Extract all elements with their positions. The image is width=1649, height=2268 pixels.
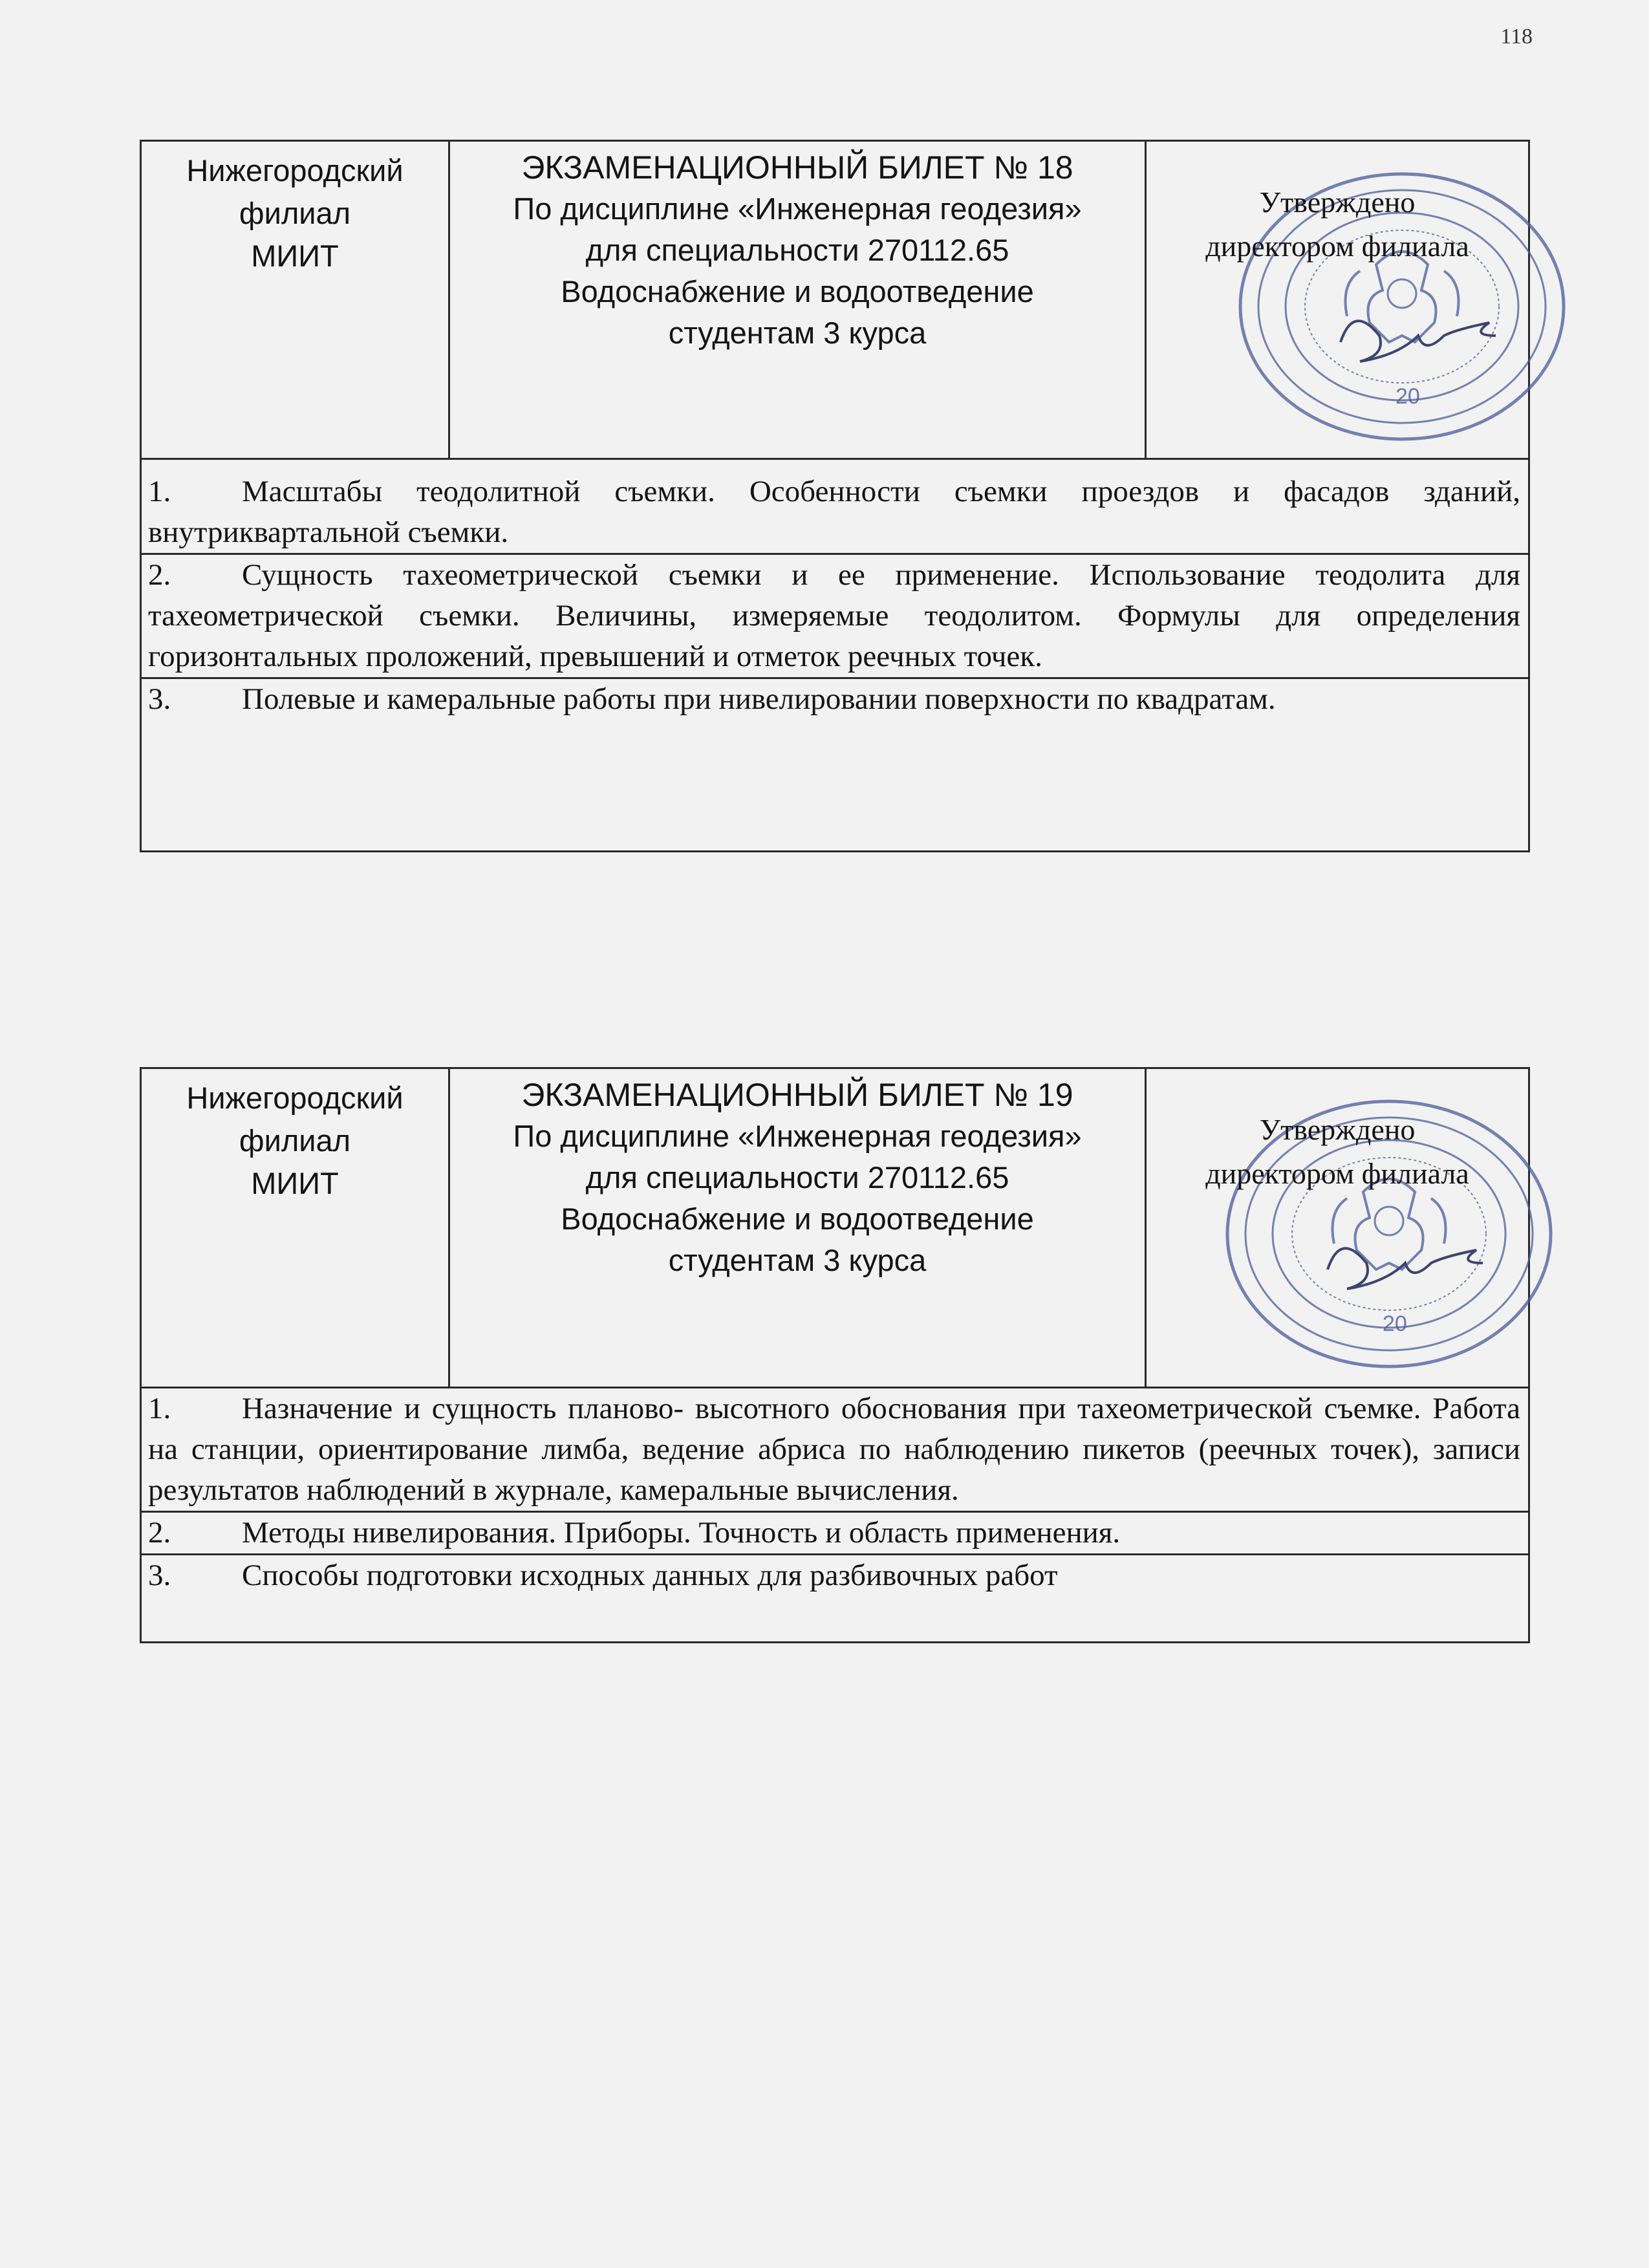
students: студентам 3 курса xyxy=(668,316,927,350)
org-cell xyxy=(142,1069,450,1387)
question-number: 1. xyxy=(148,1392,171,1425)
ticket-title: ЭКЗАМЕНАЦИОННЫЙ БИЛЕТ № 19 xyxy=(521,1077,1073,1113)
question-item xyxy=(142,471,1528,555)
stamp-year: 20 xyxy=(1396,384,1420,409)
question-number: 2. xyxy=(148,1516,171,1550)
approved-label: Утверждено xyxy=(1259,186,1416,219)
specialty-name: Водоснабжение и водоотведение xyxy=(561,274,1034,308)
org-line: филиал xyxy=(239,1123,351,1158)
question-text: Масштабы теодолитной съемки. Особенности съемки проездов и фасадов зданий, внутриквартальной съемки. xyxy=(148,475,1520,549)
org-line: Нижегородский xyxy=(186,1081,404,1115)
questions-list xyxy=(142,471,1528,720)
question-number: 3. xyxy=(148,682,171,716)
approved-by-label: директором филиала xyxy=(1205,1157,1469,1190)
questions-list xyxy=(142,1388,1528,1596)
approval-cell xyxy=(1147,142,1528,458)
exam-ticket-18 xyxy=(140,140,1530,852)
org-line: МИИТ xyxy=(251,239,339,273)
question-item xyxy=(142,555,1528,679)
specialty-name: Водоснабжение и водоотведение xyxy=(561,1202,1034,1236)
title-cell xyxy=(450,142,1147,458)
question-item xyxy=(142,1388,1528,1513)
students: студентам 3 курса xyxy=(668,1243,927,1277)
question-item xyxy=(142,1555,1528,1596)
question-text: Назначение и сущность планово- высотного обоснования при тахеометрической съемке. Работа на станции, ориентирование лимба, ведение абриса по наблюдению пикетов (реечных точек), записи результатов наблюдений в журнале, камеральные вычисления. xyxy=(148,1392,1520,1507)
page-number: 118 xyxy=(1500,25,1533,49)
question-text: Методы нивелирования. Приборы. Точность и область применения. xyxy=(242,1516,1121,1550)
specialty: для специальности 270112.65 xyxy=(585,1160,1009,1194)
title-cell xyxy=(450,1069,1147,1387)
question-text: Полевые и камеральные работы при нивелировании поверхности по квадратам. xyxy=(242,682,1276,716)
question-item xyxy=(142,1513,1528,1555)
org-cell xyxy=(142,142,450,458)
ticket-header xyxy=(142,1069,1528,1388)
discipline: По дисциплине «Инженерная геодезия» xyxy=(513,1119,1082,1153)
question-number: 1. xyxy=(148,475,171,508)
org-line: филиал xyxy=(239,196,351,230)
question-text: Способы подготовки исходных данных для разбивочных работ xyxy=(242,1559,1058,1592)
question-number: 2. xyxy=(148,558,171,592)
approved-label: Утверждено xyxy=(1259,1113,1416,1146)
approved-by-label: директором филиала xyxy=(1205,230,1469,263)
ticket-header xyxy=(142,142,1528,460)
question-item xyxy=(142,679,1528,720)
ticket-title: ЭКЗАМЕНАЦИОННЫЙ БИЛЕТ № 18 xyxy=(521,149,1073,186)
exam-ticket-19 xyxy=(140,1067,1530,1643)
question-text: Сущность тахеометрической съемки и ее применение. Использование теодолита для тахеометрической съемки. Величины, измеряемые теодолитом. Формулы для определения горизонтальных проложений, превышений и отметок реечных точек. xyxy=(148,558,1520,673)
specialty: для специальности 270112.65 xyxy=(585,233,1009,267)
approval-cell xyxy=(1147,1069,1528,1387)
question-number: 3. xyxy=(148,1559,171,1592)
discipline: По дисциплине «Инженерная геодезия» xyxy=(513,191,1082,226)
org-line: МИИТ xyxy=(251,1166,339,1200)
org-line: Нижегородский xyxy=(186,153,404,188)
stamp-year: 20 xyxy=(1383,1312,1407,1336)
